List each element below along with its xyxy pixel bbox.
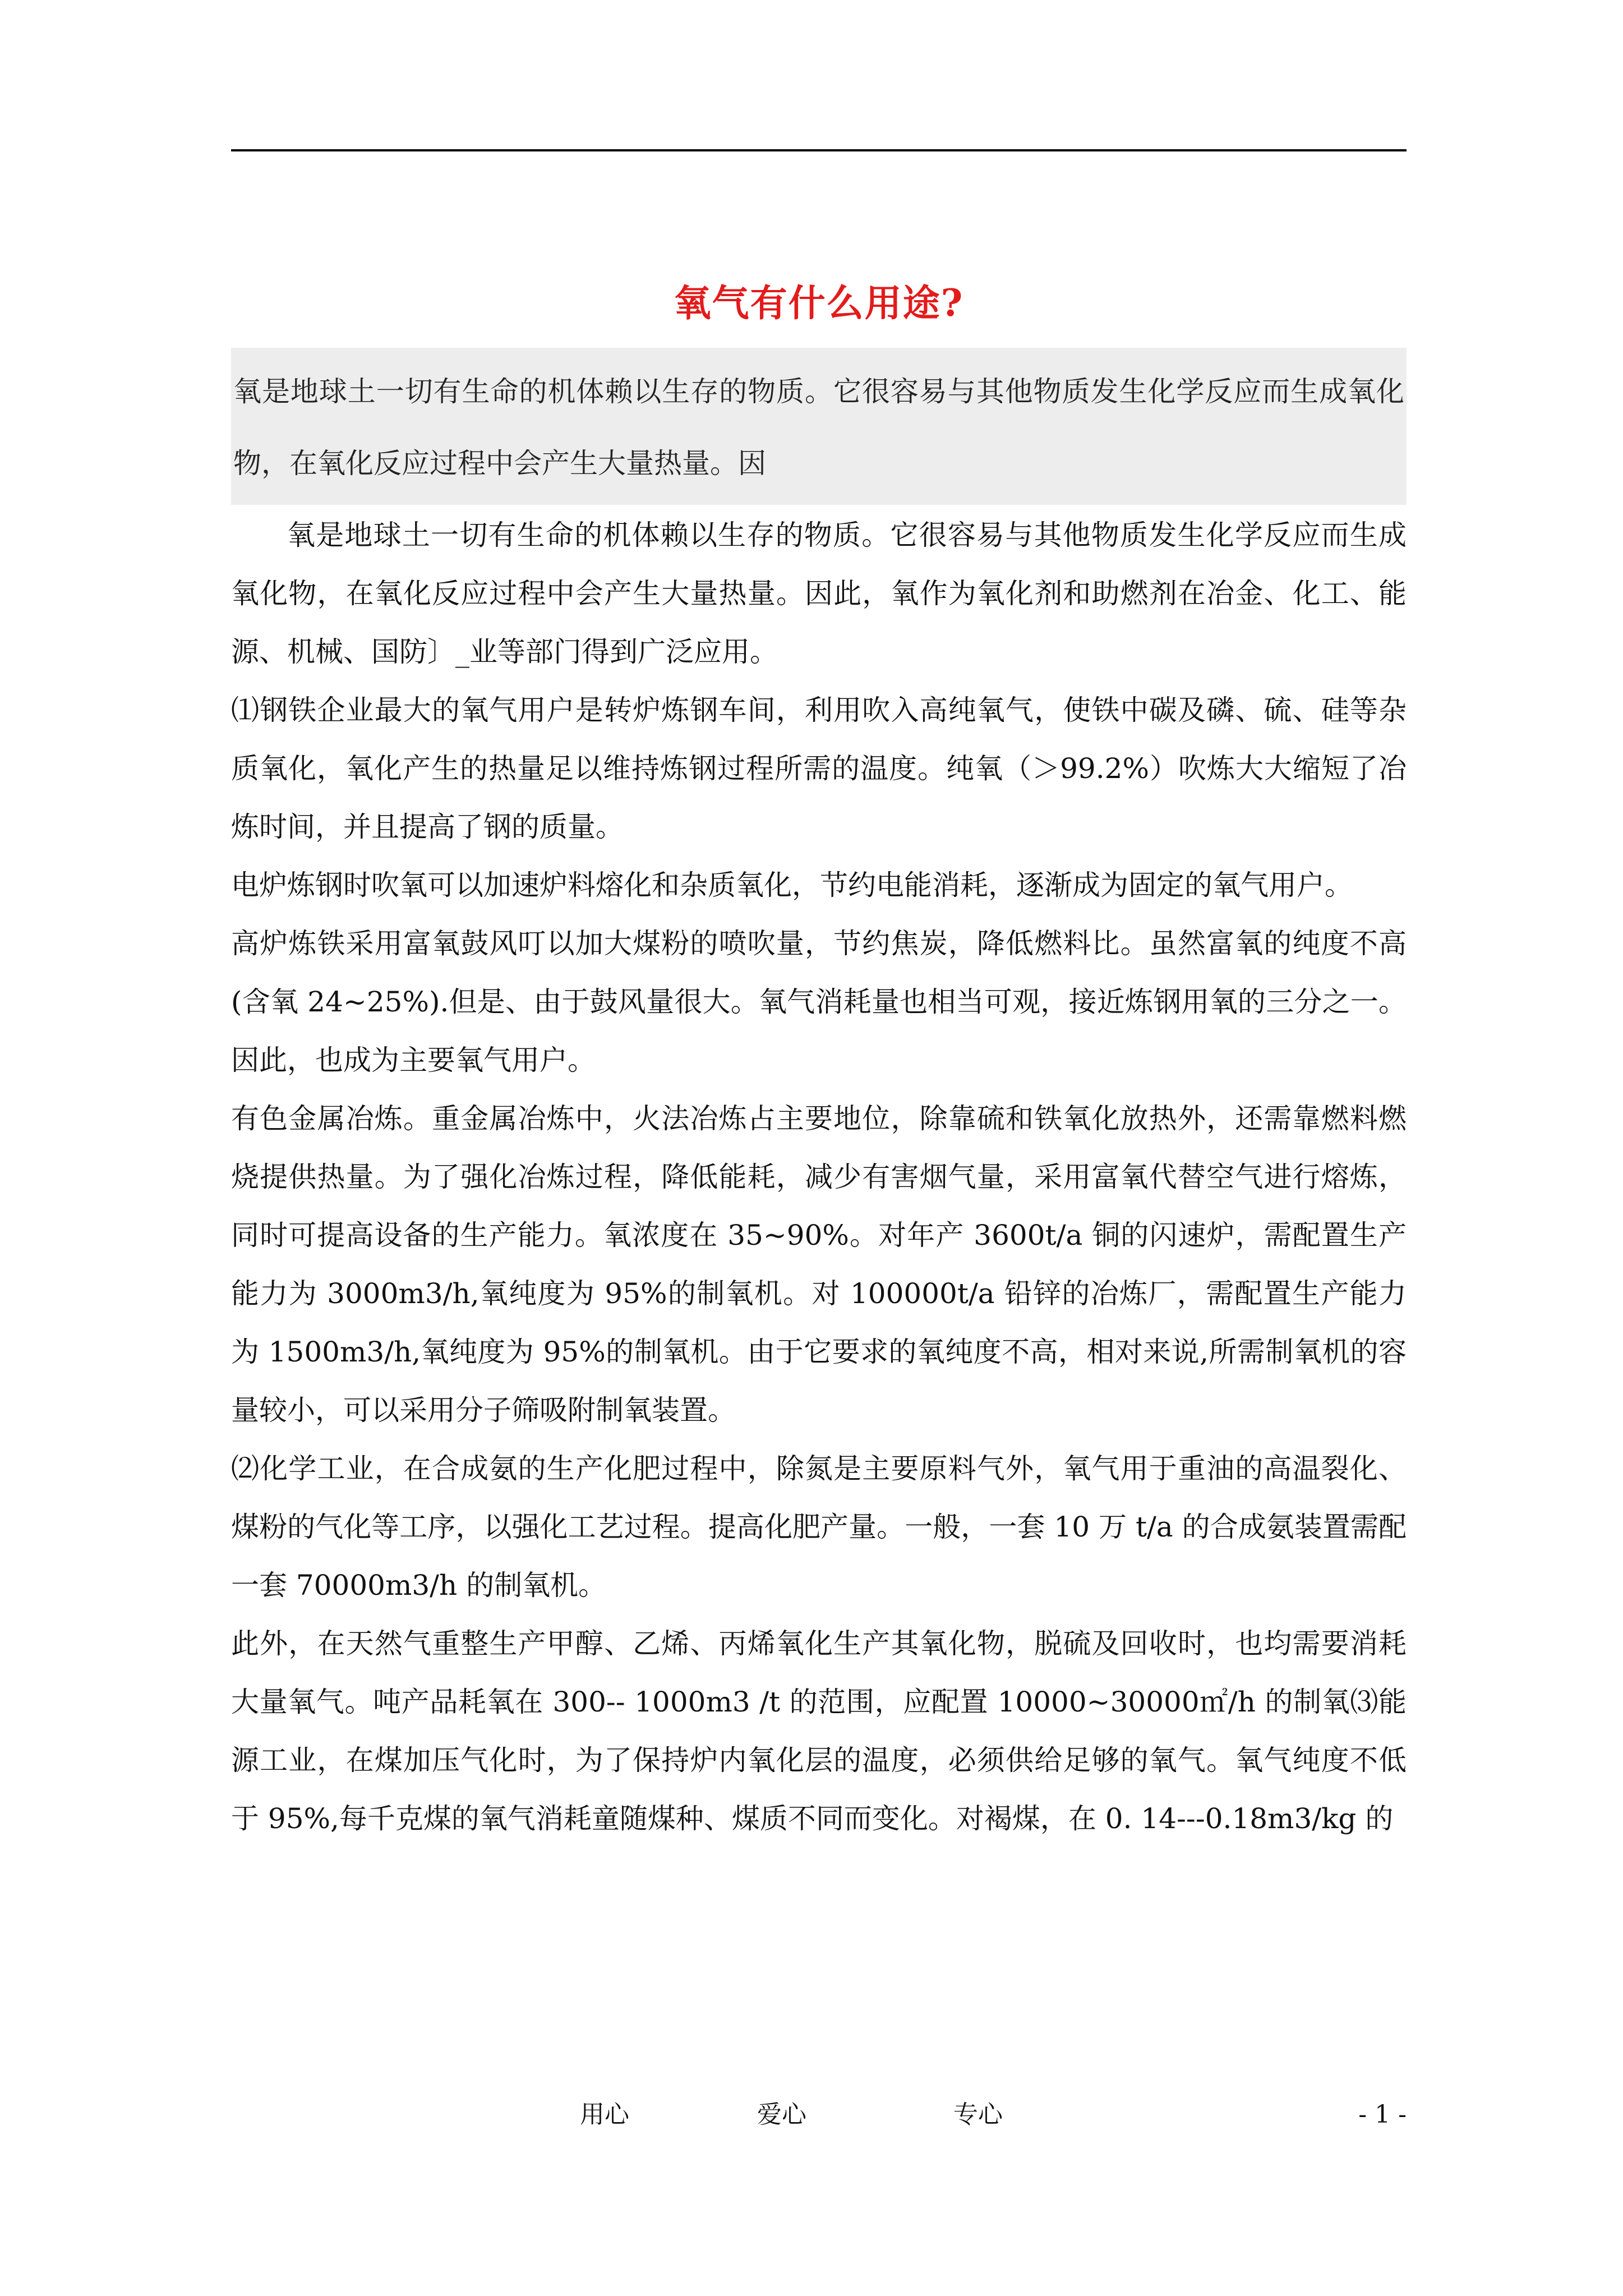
- paragraph-steel: ⑴钢铁企业最大的氧气用户是转炉炼钢车间，利用吹入高纯氧气，使铁中碳及磷、硫、硅等杂质氧化，氧化产生的热量足以维持炼钢过程所需的温度。纯氧（＞99.2%）吹炼大大缩短了冶炼时间，并且提高了钢的质量。: [231, 694, 1407, 843]
- footer-motto-3: 专心: [953, 2100, 1003, 2129]
- footer-motto-1: 用心: [580, 2100, 629, 2129]
- paragraph-blast-furnace: 高炉炼铁采用富氧鼓风叮以加大煤粉的喷吹量，节约焦炭，降低燃料比。虽然富氧的纯度不高(含氧 24~25%).但是、由于鼓风量很大。氧气消耗量也相当可观，接近炼钢用氧的三分之一。因此，也成为主要氧气用户。: [231, 927, 1407, 1076]
- paragraph-intro: 氧是地球土一切有生命的机体赖以生存的物质。它很容易与其他物质发生化学反应而生成氧化物，在氧化反应过程中会产生大量热量。因此，氧作为氧化剂和助燃剂在冶金、化工、能源、机械、国防〕_业等部门得到广泛应用。: [231, 519, 1407, 668]
- document-body: [231, 506, 1407, 1848]
- page-number: - 1 -: [1358, 2100, 1407, 2129]
- paragraph-other: 此外，在天然气重整生产甲醇、乙烯、丙烯氧化生产其氧化物，脱硫及回收时，也均需要消耗大量氧气。吨产品耗氧在 300-- 1000m3 /t 的范围，应配置 10000~30000㎡/h 的制氧⑶能源工业，在煤加压气化时，为了保持炉内氧化层的温度，必须供给足够的氧气。氧气纯度不低于 95%,每千克煤的氧气消耗童随煤种、煤质不同而变化。对褐煤，在 0. 14---0.18m3/kg 的: [231, 1627, 1407, 1835]
- page-title: 氧气有什么用途?: [674, 281, 964, 325]
- summary-box: 氧是地球土一切有生命的机体赖以生存的物质。它很容易与其他物质发生化学反应而生成氧化物，在氧化反应过程中会产生大量热量。因: [231, 348, 1407, 505]
- footer-motto-2: 爱心: [757, 2100, 806, 2129]
- paragraph-nonferrous: 有色金属冶炼。重金属冶炼中，火法冶炼占主要地位，除靠硫和铁氧化放热外，还需靠燃料燃烧提供热量。为了强化冶炼过程，降低能耗，减少有害烟气量，采用富氧代替空气进行熔炼，同时可提高设备的生产能力。氧浓度在 35~90%。对年产 3600t/a 铜的闪速炉，需配置生产能力为 3000m3/h,氧纯度为 95%的制氧机。对 100000t/a 铅锌的冶炼厂，需配置生产能力为 1500m3/h,氧纯度为 95%的制氧机。由于它要求的氧纯度不高，相对来说,所需制氧机的容量较小，可以采用分子筛吸附制氧装置。: [231, 1102, 1407, 1427]
- paragraph-chemical: ⑵化学工业，在合成氨的生产化肥过程中，除氮是主要原料气外，氧气用于重油的高温裂化、煤粉的气化等工序，以强化工艺过程。提高化肥产量。一般，一套 10 万 t/a 的合成氨装置需配一套 70000m3/h 的制氧机。: [231, 1452, 1407, 1602]
- paragraph-electric-furnace: 电炉炼钢时吹氧可以加速炉料熔化和杂质氧化，节约电能消耗，逐渐成为固定的氧气用户。: [231, 869, 1353, 901]
- page-footer: [0, 2092, 1623, 2137]
- header-rule: [231, 149, 1407, 151]
